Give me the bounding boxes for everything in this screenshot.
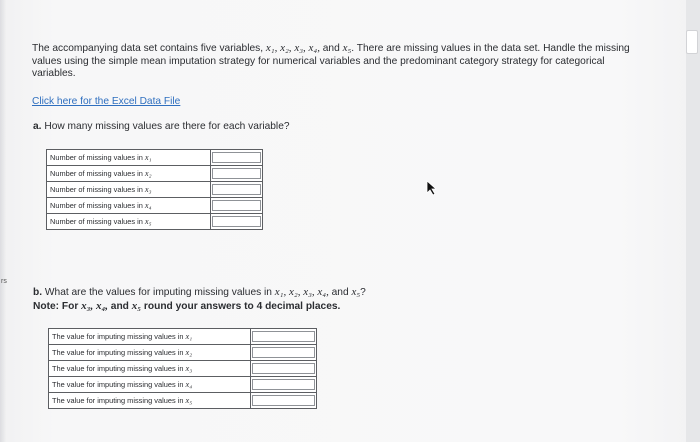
note-last-var: x₅ bbox=[131, 299, 142, 312]
imputation-value-row-label bbox=[49, 361, 251, 377]
row-label-text: Number of missing values in bbox=[50, 185, 145, 194]
missing-count-row-label bbox=[47, 166, 211, 182]
row-label-text: The value for imputing missing values in bbox=[52, 348, 186, 357]
row-variable: x₄ bbox=[185, 380, 193, 389]
imputation-value-row bbox=[49, 393, 317, 409]
imputation-value-answer-cell bbox=[251, 329, 317, 345]
row-label-text: The value for imputing missing values in bbox=[52, 380, 186, 389]
question-b-last-var: x₅ bbox=[351, 286, 361, 298]
row-label-text: Number of missing values in bbox=[50, 201, 145, 210]
var-x5: x₅ bbox=[342, 42, 352, 54]
missing-count-row bbox=[47, 166, 263, 182]
missing-count-answer-cell bbox=[211, 182, 263, 198]
missing-count-row-label bbox=[47, 182, 211, 198]
imputation-value-answer-cell bbox=[251, 345, 317, 361]
missing-count-answer-input[interactable] bbox=[212, 184, 261, 195]
missing-count-answer-input[interactable] bbox=[212, 152, 261, 163]
intro-text-2: . There are missing values in the data set. Handle the missing values using the simple mean imputation strategy for numerical variables and the predominant category strategy for categorical variables. bbox=[32, 43, 630, 80]
missing-count-answer-cell bbox=[211, 166, 263, 182]
row-label-text: Number of missing values in bbox=[50, 153, 145, 162]
missing-count-row bbox=[47, 182, 263, 198]
intro-and: and bbox=[322, 43, 343, 54]
row-variable: x₅ bbox=[185, 396, 193, 405]
row-label-text: Number of missing values in bbox=[50, 217, 145, 226]
var-x2: x₂, bbox=[280, 42, 295, 54]
imputation-value-row-label bbox=[49, 345, 251, 361]
missing-count-answer-input[interactable] bbox=[212, 168, 261, 179]
imputation-value-answer-input[interactable] bbox=[252, 363, 315, 374]
imputation-value-answer-cell bbox=[251, 377, 317, 393]
note-text: round your answers to 4 decimal places. bbox=[141, 300, 341, 312]
missing-count-table bbox=[46, 149, 263, 230]
question-b-end: ? bbox=[360, 287, 366, 298]
missing-count-answer-cell bbox=[211, 214, 263, 230]
imputation-value-answer-input[interactable] bbox=[252, 395, 315, 406]
question-a-text: How many missing values are there for each variable? bbox=[44, 121, 290, 132]
imputation-value-answer-input[interactable] bbox=[252, 331, 315, 342]
excel-data-file-link[interactable]: Click here for the Excel Data File bbox=[32, 96, 181, 107]
imputation-value-answer-input[interactable] bbox=[252, 347, 315, 358]
row-label-text: The value for imputing missing values in bbox=[52, 364, 186, 373]
scrollbar-thumb[interactable] bbox=[686, 30, 698, 54]
missing-count-row bbox=[47, 198, 263, 214]
missing-count-row-label bbox=[47, 214, 211, 230]
var-x4: x₄, bbox=[308, 42, 323, 54]
row-variable: x₂ bbox=[185, 348, 193, 357]
row-variable: x₃ bbox=[185, 364, 193, 373]
question-b-line bbox=[33, 286, 366, 300]
row-label-text: The value for imputing missing values in bbox=[52, 332, 186, 341]
note-for: For bbox=[61, 300, 82, 312]
imputation-value-row bbox=[49, 377, 317, 393]
imputation-value-row-label bbox=[49, 329, 251, 345]
row-variable: x₅ bbox=[144, 217, 152, 226]
missing-count-row-label bbox=[47, 150, 211, 166]
left-window-edge bbox=[0, 0, 6, 442]
missing-count-row bbox=[47, 150, 263, 166]
note-vars: x₃, x₄, bbox=[81, 299, 111, 312]
edge-text-fragment: rs bbox=[1, 278, 7, 285]
note-and: and bbox=[110, 300, 132, 312]
note-label: Note: bbox=[33, 300, 60, 312]
var-x3: x₃, bbox=[294, 42, 309, 54]
row-variable: x₁ bbox=[144, 153, 152, 162]
question-b-and: and bbox=[331, 287, 352, 298]
problem-statement bbox=[32, 42, 638, 81]
row-variable: x₃ bbox=[144, 185, 152, 194]
question-a-label: a. bbox=[33, 121, 42, 132]
row-variable: x₁ bbox=[185, 332, 193, 341]
question-b-vars: x₁, x₂, x₃, x₄, bbox=[274, 286, 332, 298]
row-variable: x₂ bbox=[144, 169, 152, 178]
rounding-note bbox=[33, 300, 366, 314]
imputation-value-answer-input[interactable] bbox=[252, 379, 315, 390]
missing-count-answer-cell bbox=[211, 150, 263, 166]
question-b-label: b. bbox=[33, 287, 43, 298]
row-label-text: The value for imputing missing values in bbox=[52, 396, 186, 405]
intro-text-1: The accompanying data set contains five variables, bbox=[32, 43, 266, 54]
var-x1: x₁, bbox=[265, 42, 281, 54]
missing-count-answer-cell bbox=[211, 198, 263, 214]
row-label-text: Number of missing values in bbox=[50, 169, 145, 178]
imputation-value-row bbox=[49, 361, 317, 377]
imputation-value-row-label bbox=[49, 377, 251, 393]
imputation-value-row bbox=[49, 329, 317, 345]
missing-count-row bbox=[47, 214, 263, 230]
question-a bbox=[33, 121, 290, 134]
question-b bbox=[33, 286, 366, 313]
imputation-value-row-label bbox=[49, 393, 251, 409]
question-b-text: What are the values for imputing missing values in bbox=[44, 287, 275, 298]
imputation-value-table bbox=[48, 328, 317, 409]
missing-count-answer-input[interactable] bbox=[212, 200, 261, 211]
imputation-value-answer-cell bbox=[251, 361, 317, 377]
mouse-cursor-icon bbox=[426, 180, 440, 196]
missing-count-answer-input[interactable] bbox=[212, 216, 261, 227]
vertical-scrollbar[interactable] bbox=[686, 0, 700, 442]
row-variable: x₄ bbox=[144, 201, 152, 210]
missing-count-row-label bbox=[47, 198, 211, 214]
imputation-value-row bbox=[49, 345, 317, 361]
imputation-value-answer-cell bbox=[251, 393, 317, 409]
